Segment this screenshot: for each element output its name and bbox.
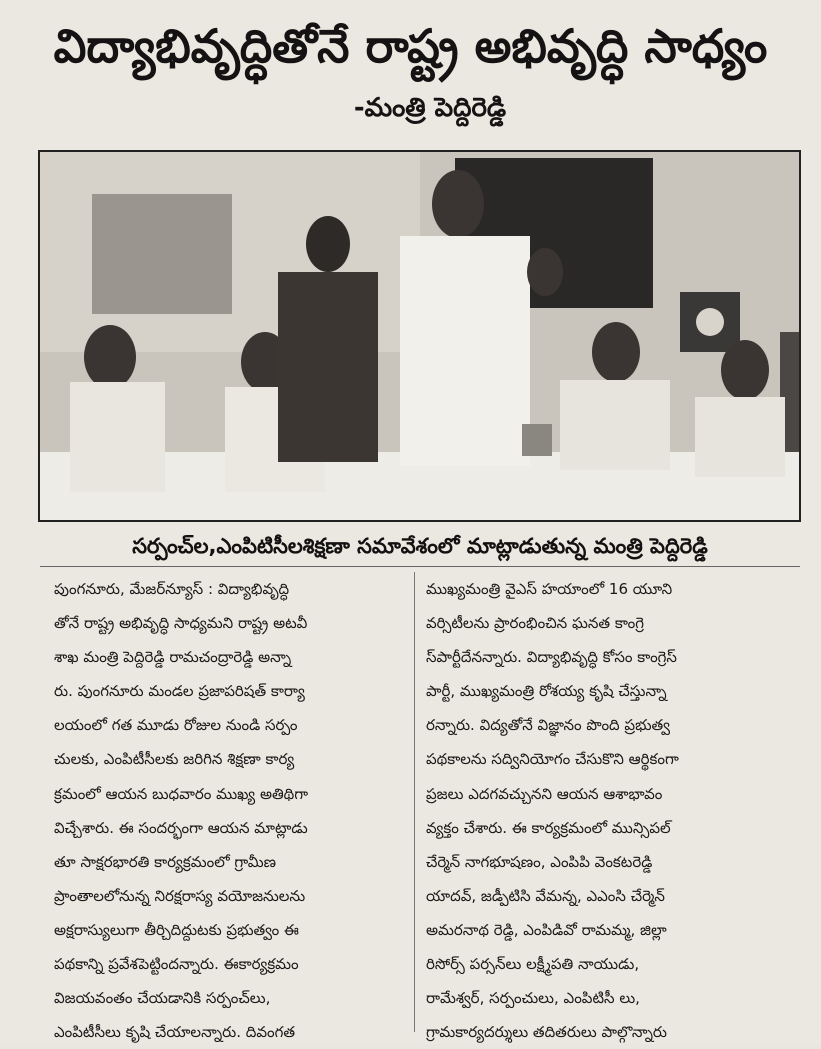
article-column-right [426,572,788,1049]
article-line: ప్రజలు ఎదగవచ్చునని ఆయన ఆశాభావం [426,784,663,803]
article-line: రిసోర్స్ పర్సన్‌లు లక్ష్మీపతి నాయుడు, [426,955,640,974]
article-line: ముఖ్యమంత్రి వైఎస్ హయాంలో 16 యూని [426,580,673,598]
article-line: విచ్చేశారు. ఈ సందర్భంగా ఆయన మాట్లాడు [54,818,308,837]
article-line: వ్యక్తం చేశారు. ఈ కార్యక్రమంలో మున్సిపల్ [426,818,671,837]
article-line: శాఖ మంత్రి పెద్దిరెడ్డి రామచంద్రారెడ్డి అన్నా [54,648,292,667]
column-divider [414,572,415,1032]
photo-illustration [40,152,799,520]
article-line: పథకాలను సద్వినియోగం చేసుకొని ఆర్థికంగా [426,750,679,769]
article-line: చేర్మెన్ నాగభూషణం, ఎంపిపి వెంకటరెడ్డి [426,852,653,871]
article-line: రు. పుంగనూరు మండల ప్రజాపరిషత్ కార్యా [54,682,305,701]
article-line: తోనే రాష్ట్ర అభివృద్ధి సాధ్యమని రాష్ట్ర అటవీ [54,614,308,633]
article-line: విజయవంతం చేయడానికి సర్పంచ్‌లు, [54,989,271,1008]
article-line: రామేశ్వర్, సర్పంచులు, ఎంపిటిసీ లు, [426,989,640,1008]
article-line: స్‌పార్టీదేనన్నారు. విద్యాభివృద్ధి కోసం కాంగ్రెస్ [426,648,677,667]
article-column-left [54,572,416,1049]
article-line: అమరనాథ రెడ్డి, ఎంపిడివో రామమ్మ, జిల్లా [426,920,667,939]
article-line: పార్టీ, ముఖ్యమంత్రి రోశయ్య కృషి చేస్తున్నా [426,682,667,701]
article-line: చులకు, ఎంపిటీసీలకు జరిగిన శిక్షణా కార్య [54,750,295,769]
article-line: రన్నారు. విద్యతోనే విజ్ఞానం పొంది ప్రభుత్వ [426,716,670,735]
article-line: పథకాన్ని ప్రవేశపెట్టిందన్నారు. ఈకార్యక్రమం [54,955,299,974]
article-line: గ్రామకార్యదర్శులు తదితరులు పాల్గొన్నారు [426,1023,667,1042]
article-line: తూ సాక్షరభారతి కార్యక్రమంలో గ్రామీణ [54,852,277,871]
news-photo [38,150,801,522]
caption-rule [40,566,800,567]
article-line: యాదవ్, జడ్పీటిసి వేమన్న, ఎఎంసి చేర్మెన్ [426,886,665,905]
article-line: అక్షరాస్యులుగా తీర్చిదిద్దుటకు ప్రభుత్వం ఈ [54,920,299,939]
article-line: క్రమంలో ఆయన బుధవారం ముఖ్య అతిథిగా [54,784,309,803]
article-line: వర్సిటీలను ప్రారంభించిన ఘనత కాంగ్రె [426,614,645,633]
photo-caption: సర్పంచ్‌ల,ఎంపిటిసీలశిక్షణా సమావేశంలో మాట్లాడుతున్న మంత్రి పెద్దిరెడ్డి [132,534,708,558]
article-line: ప్రాంతాలలోనున్న నిరక్షరాస్య వయోజనులను [54,886,306,905]
headline: విద్యాభివృద్ధితోనే రాష్ట్ర అభివృద్ధి సాధ్యం [53,19,768,73]
article-line: లయంలో గత మూడు రోజుల నుండి సర్పం [54,716,298,735]
article-line: పుంగనూరు, మేజర్‌న్యూస్ : విద్యాభివృద్ధి [54,580,290,598]
byline: -మంత్రి పెద్దిరెడ్డి [353,93,507,123]
article-line: ఎంపిటీసీలు కృషి చేయాలన్నారు. దివంగత [54,1023,296,1042]
